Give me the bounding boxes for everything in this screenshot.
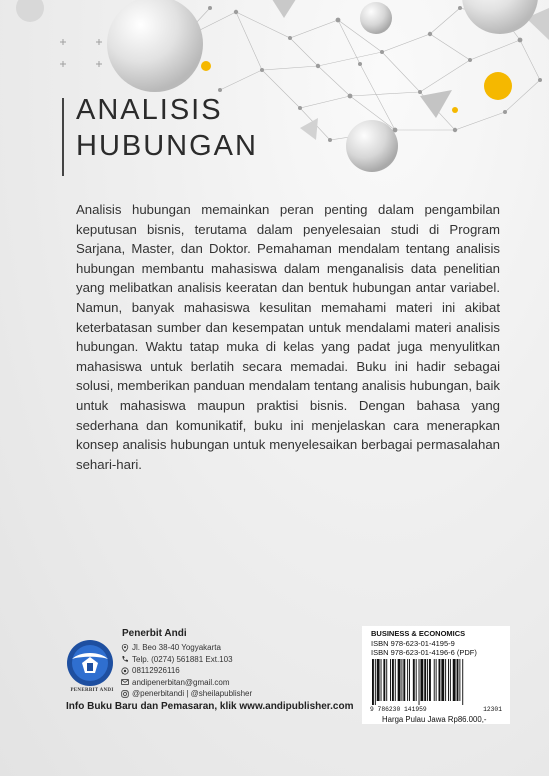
publisher-logo-text: PENERBIT ANDI <box>70 688 114 693</box>
publisher-name: Penerbit Andi <box>122 628 187 639</box>
barcode-bar <box>386 659 387 701</box>
publisher-email <box>121 677 252 689</box>
barcode-bar <box>434 659 435 701</box>
barcode-bar <box>453 659 456 701</box>
barcode-bar <box>401 659 402 701</box>
publisher-address-text: Jl. Beo 38-40 Yogyakarta <box>132 643 221 652</box>
book-title-line-1: ANALISIS <box>76 94 223 126</box>
barcode-bar <box>436 659 437 701</box>
barcode-bar <box>420 659 423 701</box>
publisher-social <box>121 688 252 700</box>
barcode-bar <box>392 659 394 701</box>
publisher-address <box>121 642 252 654</box>
barcode-bar <box>427 659 428 701</box>
book-price: Harga Pulau Jawa Rp86.000,- <box>382 715 487 724</box>
publisher-website-info: Info Buku Baru dan Pemasaran, klik www.andipublisher.com <box>66 701 354 712</box>
instagram-icon <box>121 690 129 698</box>
publisher-logo <box>64 637 116 689</box>
publisher-phone <box>121 654 252 666</box>
barcode-bar <box>377 659 380 701</box>
barcode-bar <box>459 659 460 701</box>
isbn-pdf: ISBN 978-623-01-4196-6 (PDF) <box>371 648 477 657</box>
title-accent-line <box>62 98 64 176</box>
barcode-bar <box>395 659 396 701</box>
barcode-bar <box>383 659 385 701</box>
publisher-social-text: @penerbitandi | @sheilapublisher <box>132 689 253 698</box>
barcode-bar <box>448 659 449 701</box>
barcode-digits <box>370 706 502 713</box>
book-title-line-2: HUBUNGAN <box>76 130 258 162</box>
email-icon <box>121 678 129 686</box>
location-icon <box>121 644 129 652</box>
phone-icon <box>121 655 129 663</box>
barcode-digits-right: 12301 <box>483 706 502 713</box>
barcode-bar <box>398 659 401 701</box>
barcode-bar <box>409 659 410 701</box>
barcode-bar <box>419 659 420 705</box>
barcode-bar <box>441 659 444 701</box>
barcode-digits-left: 9 786230 141959 <box>370 706 427 713</box>
barcode-bar <box>462 659 463 705</box>
book-title <box>76 92 316 164</box>
publisher-email-text: andipenerbitan@gmail.com <box>132 677 230 687</box>
barcode-bar <box>429 659 431 701</box>
publisher-contact-list <box>121 642 252 700</box>
barcode-bar <box>439 659 441 701</box>
barcode-bar <box>424 659 426 701</box>
barcode-bar <box>445 659 446 701</box>
publisher-phone-text: Telp. (0274) 561881 Ext.103 <box>132 654 233 664</box>
barcode-bar <box>450 659 451 701</box>
barcode-bars <box>370 659 502 705</box>
isbn-barcode-box <box>362 626 510 724</box>
barcode-bar <box>416 659 417 701</box>
barcode-bar <box>457 659 459 701</box>
book-description: Analisis hubungan memainkan peran penting dalam pengambilan keputusan bisnis, terutama dalam penyelesaian studi di Program Sarjana, Master, dan Doktor. Pemahaman mendalam tentang analisis hubungan membantu mahasiswa dalam menganalisis data penelitian yang melibatkan analisis keeratan dan bentuk hubungan antar variabel. Namun, banyak mahasiswa kesulitan memahami materi ini akibat keterbatasan sumber dan kesempatan untuk mendalami materi analisis hubungan. Waktu tatap muka di kelas yang padat juga menyulitkan mahasiswa untuk berlatih secara memadai. Buku ini hadir sebagai solusi, memberikan panduan mendalam tentang analisis hubungan, baik untuk mahasiswa maupun praktisi bisnis. Dengan bahasa yang sederhana dan komunikatif, buku ini menjelaskan cara menerapkan konsep analisis hubungan untuk menyelesaikan berbagai permasalahan sehari-hari. <box>76 202 500 472</box>
barcode-bar <box>403 659 405 701</box>
book-category: BUSINESS & ECONOMICS <box>371 629 466 638</box>
publisher-whatsapp <box>121 665 252 677</box>
publisher-whatsapp-text: 08112926116 <box>132 666 180 675</box>
barcode-bar <box>413 659 415 701</box>
barcode-bar <box>390 659 391 701</box>
barcode-bar <box>372 659 374 705</box>
barcode-bar <box>375 659 376 705</box>
isbn-print: ISBN 978-623-01-4195-9 <box>371 639 455 648</box>
barcode-bar <box>381 659 382 701</box>
whatsapp-icon <box>121 667 129 675</box>
barcode-bar <box>407 659 408 701</box>
